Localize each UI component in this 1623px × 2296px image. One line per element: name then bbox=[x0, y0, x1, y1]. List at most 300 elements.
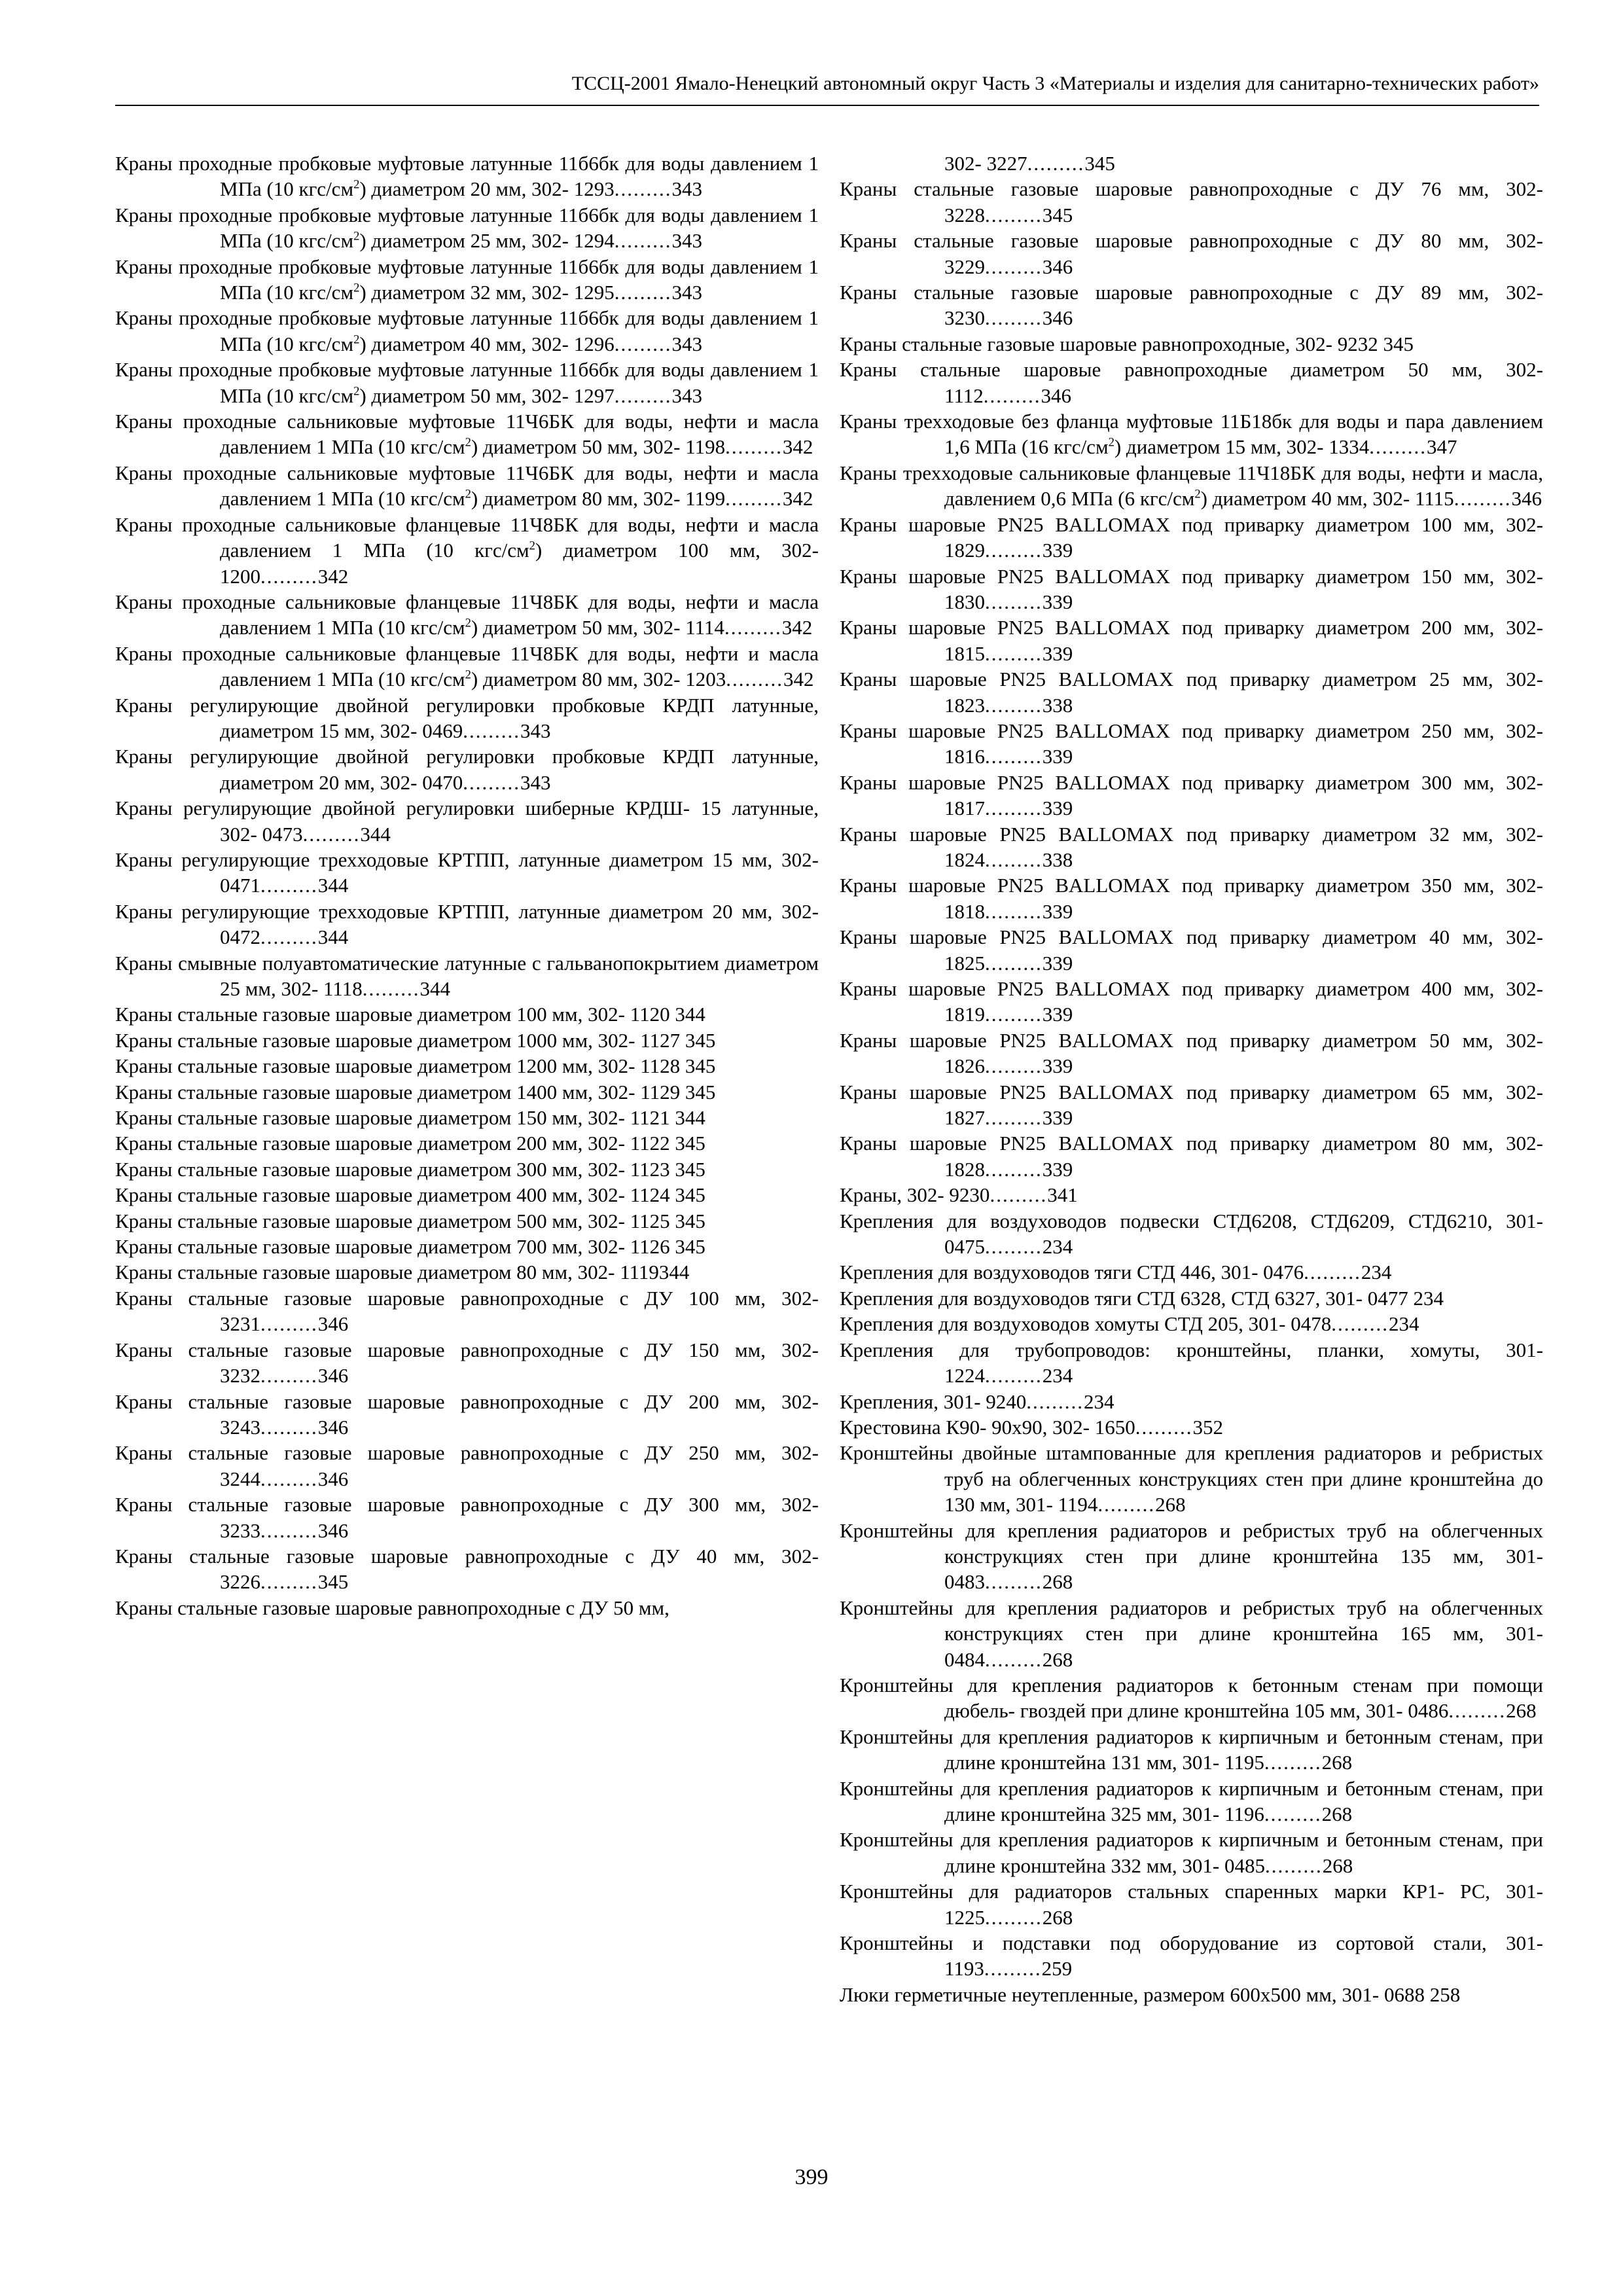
superscript: 2 bbox=[353, 384, 360, 399]
entry-text: Кронштейны для крепления радиаторов к кирпичным и бетонным стенам, при длине кронштейна 332 мм, 301- 0485 bbox=[840, 1828, 1543, 1877]
index-entry bbox=[115, 460, 819, 512]
entry-text: Краны регулирующие двойной регулировки пробковые КРДП латунные, диаметром 20 мм, 302- 0470 bbox=[115, 745, 819, 794]
index-entry bbox=[115, 202, 819, 254]
page-reference: 268 bbox=[1322, 1854, 1353, 1877]
dot-leader: ......... bbox=[985, 848, 1043, 871]
entry-text: Краны регулирующие трехходовые КРТПП, латунные диаметром 15 мм, 302- 0471 bbox=[115, 848, 819, 897]
dot-leader: ......... bbox=[1265, 1854, 1323, 1877]
dot-leader: ......... bbox=[984, 1957, 1042, 1981]
index-column-right bbox=[840, 151, 1543, 2007]
entry-text: Краны шаровые PN25 BALLOMAX под приварку диаметром 300 мм, 302- 1817 bbox=[840, 770, 1543, 820]
entry-text: Краны проходные пробковые муфтовые латунные 11б6бк для воды давлением 1 МПа (10 кгс/см bbox=[115, 152, 819, 201]
dot-leader: ......... bbox=[725, 487, 783, 511]
entry-text: Краны стальные газовые шаровые диаметром 500 мм, 302- 1125 bbox=[115, 1209, 670, 1232]
entry-text: Краны стальные газовые шаровые равнопроходные с ДУ 89 мм, 302- 3230 bbox=[840, 281, 1543, 330]
page-reference: 345 bbox=[675, 1209, 705, 1232]
entry-text-continued: ) диаметром 50 мм, 302- 1297 bbox=[359, 384, 615, 407]
index-entry bbox=[115, 1001, 819, 1027]
entry-text: Краны стальные газовые шаровые диаметром 1200 мм, 302- 1128 bbox=[115, 1054, 681, 1078]
page-reference: 347 bbox=[1426, 435, 1457, 459]
page-reference: 344 bbox=[675, 1003, 705, 1026]
page-reference: 343 bbox=[671, 177, 702, 201]
page-reference: 339 bbox=[1042, 641, 1073, 665]
page-reference: 268 bbox=[1321, 1803, 1353, 1825]
superscript: 2 bbox=[353, 281, 360, 295]
entry-text: Краны стальные газовые шаровые диаметром 1400 мм, 302- 1129 bbox=[115, 1080, 681, 1103]
index-entry bbox=[115, 1182, 819, 1208]
page-reference: 342 bbox=[783, 668, 814, 691]
dot-leader: ......... bbox=[1264, 1803, 1322, 1825]
index-entry bbox=[840, 666, 1543, 718]
dot-leader: ......... bbox=[302, 822, 361, 846]
dot-leader: ......... bbox=[260, 925, 318, 949]
entry-text: Кронштейны для крепления радиаторов к бетонным стенам при помощи дюбель- гвоздей при длине кронштейна 105 мм, 301- 0486 bbox=[840, 1673, 1543, 1723]
entry-text: Краны стальные газовые шаровые равнопроходные с ДУ 100 мм, 302- 3231 bbox=[115, 1286, 819, 1336]
index-entry bbox=[115, 1053, 819, 1079]
index-entry bbox=[115, 1105, 819, 1130]
dot-leader: ......... bbox=[614, 177, 672, 201]
page-reference: 346 bbox=[317, 1467, 349, 1490]
page-reference: 342 bbox=[781, 616, 813, 639]
dot-leader: ......... bbox=[1264, 1751, 1322, 1774]
index-entry bbox=[115, 151, 819, 202]
entry-text: Крепления, 301- 9240 bbox=[840, 1390, 1027, 1413]
entry-text: Краны стальные газовые шаровые равнопроходные с ДУ 250 мм, 302- 3244 bbox=[115, 1441, 819, 1490]
entry-text: Краны шаровые PN25 BALLOMAX под приварку диаметром 250 мм, 302- 1816 bbox=[840, 719, 1543, 768]
dot-leader: ......... bbox=[260, 1364, 318, 1388]
page-reference: 268 bbox=[1321, 1751, 1353, 1774]
entry-text: 302- 3227 bbox=[944, 152, 1027, 175]
index-entry bbox=[840, 1930, 1543, 1982]
index-entry bbox=[115, 692, 819, 744]
index-entry bbox=[840, 151, 1543, 176]
entry-text: Краны шаровые PN25 BALLOMAX под приварку диаметром 100 мм, 302- 1829 bbox=[840, 512, 1543, 562]
page-reference: 344 bbox=[419, 977, 451, 1000]
dot-leader: ......... bbox=[1027, 152, 1085, 175]
entry-text-continued: ) диаметром 20 мм, 302- 1293 bbox=[359, 177, 615, 201]
page-reference: 346 bbox=[1511, 487, 1542, 511]
index-entry bbox=[840, 1982, 1543, 2007]
dot-leader: ......... bbox=[1097, 1493, 1156, 1516]
dot-leader: ......... bbox=[260, 1415, 318, 1439]
entry-text: Краны стальные газовые шаровые диаметром 400 мм, 302- 1124 bbox=[115, 1183, 670, 1207]
page-reference: 342 bbox=[317, 564, 349, 588]
entry-text: Краны стальные газовые шаровые равнопроходные с ДУ 150 мм, 302- 3232 bbox=[115, 1338, 819, 1388]
entry-text: Краны стальные шаровые равнопроходные диаметром 50 мм, 302- 1112 bbox=[840, 358, 1543, 407]
entry-text: Краны шаровые PN25 BALLOMAX под приварку диаметром 200 мм, 302- 1815 bbox=[840, 616, 1543, 665]
entry-text: Краны смывные полуавтоматические латунные с гальванопокрытием диаметром 25 мм, 302- 1118 bbox=[115, 951, 819, 1000]
entry-text: Кронштейны для крепления радиаторов к кирпичным и бетонным стенам, при длине кронштейна 325 мм, 301- 1196 bbox=[840, 1776, 1543, 1825]
dot-leader: ......... bbox=[260, 1312, 318, 1336]
index-entry bbox=[840, 1028, 1543, 1079]
entry-text: Краны стальные газовые шаровые диаметром 80 мм, 302- 1119344 bbox=[115, 1261, 690, 1284]
index-entry bbox=[840, 770, 1543, 821]
index-entry bbox=[840, 1311, 1543, 1336]
entry-text: Крепления для трубопроводов: кронштейны, планки, хомуты, 301- 1224 bbox=[840, 1338, 1543, 1388]
index-entry bbox=[840, 176, 1543, 228]
index-entry bbox=[840, 1776, 1543, 1827]
index-entry bbox=[840, 924, 1543, 976]
entry-text: Краны стальные газовые шаровые равнопроходные с ДУ 50 мм, bbox=[115, 1596, 669, 1619]
entry-text: Краны трехходовые без фланца муфтовые 11Б18бк для воды и пара давлением 1,6 МПа (16 кгс/см bbox=[840, 410, 1543, 459]
dot-leader: ......... bbox=[260, 1467, 318, 1490]
page-reference: 345 bbox=[675, 1157, 705, 1181]
superscript: 2 bbox=[353, 229, 360, 243]
page-reference: 234 bbox=[1042, 1235, 1073, 1259]
entry-text: Краны регулирующие двойной регулировки пробковые КРДП латунные, диаметром 15 мм, 302- 0469 bbox=[115, 693, 819, 742]
dot-leader: ......... bbox=[1304, 1261, 1361, 1284]
entry-text: Краны шаровые PN25 BALLOMAX под приварку диаметром 350 мм, 302- 1818 bbox=[840, 874, 1543, 923]
page-reference: 339 bbox=[1042, 1054, 1073, 1078]
index-entry bbox=[840, 1389, 1543, 1414]
index-entry bbox=[840, 718, 1543, 770]
index-entry bbox=[840, 1672, 1543, 1724]
entry-text: Краны стальные газовые шаровые диаметром 300 мм, 302- 1123 bbox=[115, 1157, 670, 1181]
entry-text-continued: ) диаметром 32 мм, 302- 1295 bbox=[359, 281, 615, 304]
index-entry bbox=[115, 1492, 819, 1543]
index-entry bbox=[840, 331, 1543, 357]
index-entry bbox=[840, 1337, 1543, 1389]
index-entry bbox=[115, 512, 819, 589]
index-entry bbox=[115, 1028, 819, 1053]
entry-text: Краны стальные газовые шаровые равнопроходные с ДУ 76 мм, 302- 3228 bbox=[840, 177, 1543, 226]
page-reference: 339 bbox=[1042, 1003, 1073, 1026]
index-entry bbox=[840, 1440, 1543, 1517]
entry-text: Краны стальные газовые шаровые диаметром 200 мм, 302- 1122 bbox=[115, 1132, 670, 1155]
dot-leader: ......... bbox=[985, 641, 1043, 665]
page-reference: 345 bbox=[675, 1132, 705, 1155]
page-reference: 268 bbox=[1042, 1905, 1073, 1929]
entry-text: Краны трехходовые сальниковые фланцевые 11Ч18БК для воды, нефти и масла, давлением 0,6 МПа (6 кгс/см bbox=[840, 461, 1543, 511]
entry-text: Кронштейны для крепления радиаторов и ребристых труб на облегченных конструкциях стен при длине кронштейна 165 мм, 301- 0484 bbox=[840, 1596, 1543, 1671]
entry-text: Краны проходные сальниковые фланцевые 11Ч8БК для воды, нефти и масла давлением 1 МПа (10 кгс/см bbox=[115, 641, 819, 691]
dot-leader: ......... bbox=[725, 435, 783, 459]
index-entry bbox=[840, 460, 1543, 512]
entry-text-continued: ) диаметром 50 мм, 302- 1198 bbox=[471, 435, 726, 459]
index-entry bbox=[115, 1234, 819, 1259]
index-entry bbox=[840, 512, 1543, 564]
entry-text: Краны стальные газовые шаровые равнопроходные, 302- 9232 345 bbox=[840, 332, 1414, 355]
entry-text: Краны проходные сальниковые фланцевые 11Ч8БК для воды, нефти и масла давлением 1 МПа (10 кгс/см bbox=[115, 590, 819, 639]
entry-text-continued: ) диаметром 40 мм, 302- 1296 bbox=[359, 332, 615, 355]
page-reference: 339 bbox=[1042, 951, 1073, 975]
dot-leader: ......... bbox=[985, 203, 1043, 226]
page-reference: 338 bbox=[1042, 693, 1073, 717]
index-entry bbox=[115, 1079, 819, 1105]
page-reference: 268 bbox=[1042, 1647, 1073, 1671]
running-header: ТССЦ-2001 Ямало-Ненецкий автономный округ Часть 3 «Материалы и изделия для санитарно-технических работ» bbox=[115, 71, 1539, 106]
page-reference: 345 bbox=[685, 1080, 716, 1103]
dot-leader: ......... bbox=[1135, 1415, 1193, 1439]
entry-text: Краны стальные газовые шаровые равнопроходные с ДУ 300 мм, 302- 3233 bbox=[115, 1493, 819, 1542]
entry-text: Краны шаровые PN25 BALLOMAX под приварку диаметром 65 мм, 302- 1827 bbox=[840, 1080, 1543, 1130]
page-reference: 346 bbox=[1042, 306, 1073, 330]
dot-leader: ......... bbox=[260, 874, 318, 897]
dot-leader: ......... bbox=[985, 539, 1043, 562]
page-reference: 346 bbox=[317, 1518, 349, 1542]
page-reference: 234 bbox=[1413, 1286, 1444, 1310]
page-reference: 346 bbox=[1041, 384, 1071, 407]
entry-text: Крепления для воздуховодов тяги СТД 446, 301- 0476 bbox=[840, 1261, 1304, 1284]
page-reference: 346 bbox=[317, 1312, 349, 1336]
page-reference: 234 bbox=[1388, 1312, 1419, 1336]
page-reference: 342 bbox=[782, 487, 813, 511]
entry-text: Кронштейны двойные штампованные для крепления радиаторов и ребристых труб на облегченных конструкциях стен при длине кронштейна до 130 мм, 301- 1194 bbox=[840, 1441, 1543, 1516]
entry-text: Кронштейны для радиаторов стальных спаренных марки КР1- РС, 301- 1225 bbox=[840, 1880, 1543, 1929]
index-entry bbox=[115, 254, 819, 306]
index-entry bbox=[115, 847, 819, 899]
page-reference: 268 bbox=[1506, 1699, 1537, 1723]
page-reference: 339 bbox=[1042, 539, 1073, 562]
page-reference: 268 bbox=[1155, 1493, 1186, 1516]
entry-text: Краны проходные пробковые муфтовые латунные 11б6бк для воды давлением 1 МПа (10 кгс/см bbox=[115, 306, 819, 355]
entry-text: Краны проходные пробковые муфтовые латунные 11б6бк для воды давлением 1 МПа (10 кгс/см bbox=[115, 358, 819, 407]
index-entry bbox=[840, 1208, 1543, 1260]
entry-text: Краны проходные сальниковые муфтовые 11Ч6БК для воды, нефти и масла давлением 1 МПа (10 кгс/см bbox=[115, 410, 819, 459]
page-reference: 343 bbox=[671, 281, 702, 304]
dot-leader: ......... bbox=[985, 899, 1043, 923]
superscript: 2 bbox=[465, 668, 471, 682]
index-entry bbox=[115, 899, 819, 950]
entry-text: Краны проходные сальниковые фланцевые 11Ч8БК для воды, нефти и масла давлением 1 МПа (10 кгс/см bbox=[115, 512, 819, 562]
superscript: 2 bbox=[465, 616, 471, 630]
dot-leader: ......... bbox=[985, 1054, 1043, 1078]
entry-text-continued: ) диаметром 100 мм, 302- 1200 bbox=[220, 539, 819, 588]
index-entry bbox=[840, 1414, 1543, 1440]
dot-leader: ......... bbox=[985, 306, 1043, 330]
entry-text-continued: ) диаметром 80 мм, 302- 1199 bbox=[471, 487, 726, 511]
page-reference: 344 bbox=[317, 874, 349, 897]
dot-leader: ......... bbox=[1331, 1312, 1389, 1336]
dot-leader: ......... bbox=[985, 255, 1043, 278]
superscript: 2 bbox=[465, 436, 471, 450]
page-reference: 345 bbox=[675, 1183, 705, 1207]
index-entry bbox=[840, 1878, 1543, 1930]
page-reference: 345 bbox=[317, 1570, 349, 1594]
entry-text: Краны проходные сальниковые муфтовые 11Ч6БК для воды, нефти и масла давлением 1 МПа (10 кгс/см bbox=[115, 461, 819, 511]
dot-leader: ......... bbox=[362, 977, 420, 1000]
dot-leader: ......... bbox=[260, 564, 318, 588]
dot-leader: ......... bbox=[985, 1570, 1043, 1594]
page-reference: 345 bbox=[675, 1235, 705, 1259]
entry-text: Крепления для воздуховодов тяги СТД 6328, СТД 6327, 301- 0477 bbox=[840, 1286, 1408, 1310]
entry-text: Крепления для воздуховодов подвески СТД6208, СТД6209, СТД6210, 301- 0475 bbox=[840, 1209, 1543, 1259]
dot-leader: ......... bbox=[463, 719, 521, 742]
page-reference: 345 bbox=[1084, 152, 1115, 175]
index-entry bbox=[115, 1389, 819, 1441]
page-reference: 343 bbox=[671, 229, 702, 253]
index-entry bbox=[840, 228, 1543, 279]
index-entry bbox=[115, 1285, 819, 1337]
entry-text: Краны шаровые PN25 BALLOMAX под приварку диаметром 32 мм, 302- 1824 bbox=[840, 822, 1543, 871]
dot-leader: ......... bbox=[985, 1106, 1043, 1130]
page-reference: 268 bbox=[1042, 1570, 1073, 1594]
entry-text: Краны шаровые PN25 BALLOMAX под приварку диаметром 40 мм, 302- 1825 bbox=[840, 925, 1543, 975]
entry-text: Краны проходные пробковые муфтовые латунные 11б6бк для воды давлением 1 МПа (10 кгс/см bbox=[115, 255, 819, 304]
entry-text: Краны шаровые PN25 BALLOMAX под приварку диаметром 80 мм, 302- 1828 bbox=[840, 1132, 1543, 1181]
index-entry bbox=[840, 1827, 1543, 1878]
dot-leader: ......... bbox=[1369, 435, 1427, 459]
page-reference: 345 bbox=[685, 1054, 716, 1078]
index-column-left bbox=[115, 151, 819, 1621]
index-entry bbox=[840, 1182, 1543, 1208]
dot-leader: ......... bbox=[1026, 1390, 1084, 1413]
superscript: 2 bbox=[1194, 487, 1201, 501]
index-entry bbox=[115, 641, 819, 692]
index-entry bbox=[115, 1337, 819, 1389]
page-reference: 346 bbox=[1042, 255, 1073, 278]
page-reference: 234 bbox=[1042, 1364, 1073, 1388]
entry-text: Краны стальные газовые шаровые диаметром 700 мм, 302- 1126 bbox=[115, 1235, 670, 1259]
superscript: 2 bbox=[465, 487, 471, 501]
page-reference: 259 bbox=[1041, 1957, 1073, 1981]
index-entry bbox=[840, 408, 1543, 460]
superscript: 2 bbox=[353, 332, 360, 347]
page-reference: 343 bbox=[520, 719, 551, 742]
dot-leader: ......... bbox=[1448, 1699, 1507, 1723]
entry-text: Кронштейны для крепления радиаторов к кирпичным и бетонным стенам, при длине кронштейна 131 мм, 301- 1195 bbox=[840, 1725, 1543, 1774]
dot-leader: ......... bbox=[985, 1905, 1043, 1929]
index-entry bbox=[840, 1259, 1543, 1285]
entry-text: Кронштейны для крепления радиаторов и ребристых труб на облегченных конструкциях стен при длине кронштейна 135 мм, 301- 0483 bbox=[840, 1518, 1543, 1594]
entry-text: Краны шаровые PN25 BALLOMAX под приварку диаметром 400 мм, 302- 1819 bbox=[840, 977, 1543, 1026]
index-entry bbox=[840, 615, 1543, 666]
index-entry bbox=[115, 589, 819, 641]
index-entry bbox=[840, 1518, 1543, 1595]
index-entry bbox=[840, 357, 1543, 408]
page-reference: 344 bbox=[360, 822, 391, 846]
index-entry bbox=[115, 1259, 819, 1285]
page-reference: 342 bbox=[782, 435, 813, 459]
entry-text: Краны регулирующие двойной регулировки шиберные КРДШ- 15 латунные, 302- 0473 bbox=[115, 797, 819, 846]
entry-text: Краны шаровые PN25 BALLOMAX под приварку диаметром 150 мм, 302- 1830 bbox=[840, 564, 1543, 613]
dot-leader: ......... bbox=[985, 1647, 1043, 1671]
page-reference: 346 bbox=[317, 1415, 349, 1439]
entry-text: Краны шаровые PN25 BALLOMAX под приварку диаметром 50 мм, 302- 1826 bbox=[840, 1028, 1543, 1078]
index-entry bbox=[840, 1285, 1543, 1311]
dot-leader: ......... bbox=[726, 668, 783, 691]
entry-text: Краны стальные газовые шаровые диаметром 100 мм, 302- 1120 bbox=[115, 1003, 670, 1026]
dot-leader: ......... bbox=[1454, 487, 1512, 511]
entry-text-continued: ) диаметром 15 мм, 302- 1334 bbox=[1114, 435, 1370, 459]
entry-text: Краны стальные газовые шаровые равнопроходные с ДУ 80 мм, 302- 3229 bbox=[840, 229, 1543, 278]
page-reference: 258 bbox=[1429, 1982, 1461, 2006]
page-number: 399 bbox=[794, 2165, 829, 2189]
index-entry bbox=[115, 795, 819, 847]
entry-text: Краны регулирующие трехходовые КРТПП, латунные диаметром 20 мм, 302- 0472 bbox=[115, 899, 819, 949]
dot-leader: ......... bbox=[985, 745, 1043, 768]
entry-text: Краны стальные газовые шаровые равнопроходные с ДУ 40 мм, 302- 3226 bbox=[115, 1544, 819, 1594]
dot-leader: ......... bbox=[983, 384, 1041, 407]
index-entry bbox=[840, 1595, 1543, 1672]
index-entry bbox=[115, 1595, 819, 1621]
page-reference: 345 bbox=[1042, 203, 1073, 226]
page-reference: 339 bbox=[1042, 899, 1073, 923]
page-reference: 343 bbox=[671, 332, 702, 355]
index-entry bbox=[840, 1130, 1543, 1182]
index-entry bbox=[115, 357, 819, 408]
superscript: 2 bbox=[353, 178, 360, 192]
dot-leader: ......... bbox=[463, 770, 521, 794]
entry-text-continued: ) диаметром 80 мм, 302- 1203 bbox=[471, 668, 726, 691]
index-entry bbox=[115, 744, 819, 795]
index-entry bbox=[840, 564, 1543, 615]
entry-text: Краны стальные газовые шаровые равнопроходные с ДУ 200 мм, 302- 3243 bbox=[115, 1390, 819, 1439]
entry-text: Краны стальные газовые шаровые диаметром 150 мм, 302- 1121 bbox=[115, 1106, 670, 1130]
page-reference: 344 bbox=[317, 925, 349, 949]
entry-text: Крепления для воздуховодов хомуты СТД 205, 301- 0478 bbox=[840, 1312, 1332, 1336]
page-reference: 234 bbox=[1084, 1390, 1115, 1413]
dot-leader: ......... bbox=[985, 1235, 1043, 1259]
index-entry bbox=[115, 305, 819, 357]
page-reference: 339 bbox=[1042, 745, 1073, 768]
entry-text: Кронштейны и подставки под оборудование из сортовой стали, 301- 1193 bbox=[840, 1931, 1543, 1981]
page-reference: 344 bbox=[675, 1106, 705, 1130]
page-reference: 346 bbox=[317, 1364, 349, 1388]
superscript: 2 bbox=[1108, 436, 1115, 450]
dot-leader: ......... bbox=[985, 693, 1043, 717]
entry-text: Краны шаровые PN25 BALLOMAX под приварку диаметром 25 мм, 302- 1823 bbox=[840, 668, 1543, 717]
dot-leader: ......... bbox=[260, 1570, 318, 1594]
entry-text: Краны стальные газовые шаровые диаметром 1000 мм, 302- 1127 bbox=[115, 1028, 681, 1052]
dot-leader: ......... bbox=[724, 616, 782, 639]
dot-leader: ......... bbox=[614, 229, 672, 253]
dot-leader: ......... bbox=[614, 281, 672, 304]
page-reference: 234 bbox=[1361, 1261, 1392, 1284]
index-entry bbox=[840, 872, 1543, 924]
page-reference: 339 bbox=[1042, 1106, 1073, 1130]
dot-leader: ......... bbox=[990, 1183, 1048, 1207]
index-entry bbox=[840, 976, 1543, 1028]
dot-leader: ......... bbox=[614, 384, 672, 407]
entry-text-continued: ) диаметром 40 мм, 302- 1115 bbox=[1200, 487, 1454, 511]
page-reference: 343 bbox=[520, 770, 551, 794]
page-reference: 343 bbox=[671, 384, 702, 407]
page-reference: 339 bbox=[1042, 797, 1073, 820]
superscript: 2 bbox=[529, 539, 535, 553]
index-entry bbox=[115, 950, 819, 1002]
index-entry bbox=[840, 821, 1543, 873]
page-reference: 345 bbox=[685, 1028, 716, 1052]
entry-text: Крестовина К90- 90х90, 302- 1650 bbox=[840, 1415, 1135, 1439]
index-entry bbox=[115, 1440, 819, 1492]
dot-leader: ......... bbox=[985, 590, 1043, 613]
index-entry bbox=[840, 1079, 1543, 1131]
page-reference: 339 bbox=[1042, 590, 1073, 613]
index-entry bbox=[840, 279, 1543, 331]
index-entry bbox=[115, 1543, 819, 1595]
index-entry bbox=[840, 1724, 1543, 1776]
entry-text: Люки герметичные неутепленные, размером 600х500 мм, 301- 0688 bbox=[840, 1982, 1425, 2006]
page-reference: 352 bbox=[1192, 1415, 1224, 1439]
page-reference: 338 bbox=[1042, 848, 1073, 871]
dot-leader: ......... bbox=[985, 1003, 1043, 1026]
page-reference: 339 bbox=[1042, 1157, 1073, 1181]
entry-text: Краны, 302- 9230 bbox=[840, 1183, 990, 1207]
dot-leader: ......... bbox=[985, 951, 1043, 975]
index-entry bbox=[115, 1208, 819, 1234]
page-reference: 341 bbox=[1047, 1183, 1078, 1207]
index-entry bbox=[115, 1157, 819, 1182]
entry-text: Краны проходные пробковые муфтовые латунные 11б6бк для воды давлением 1 МПа (10 кгс/см bbox=[115, 203, 819, 253]
entry-text-continued: ) диаметром 50 мм, 302- 1114 bbox=[471, 616, 724, 639]
dot-leader: ......... bbox=[985, 1157, 1043, 1181]
dot-leader: ......... bbox=[985, 797, 1043, 820]
dot-leader: ......... bbox=[614, 332, 672, 355]
dot-leader: ......... bbox=[985, 1364, 1043, 1388]
index-entry bbox=[115, 1130, 819, 1156]
dot-leader: ......... bbox=[260, 1518, 318, 1542]
